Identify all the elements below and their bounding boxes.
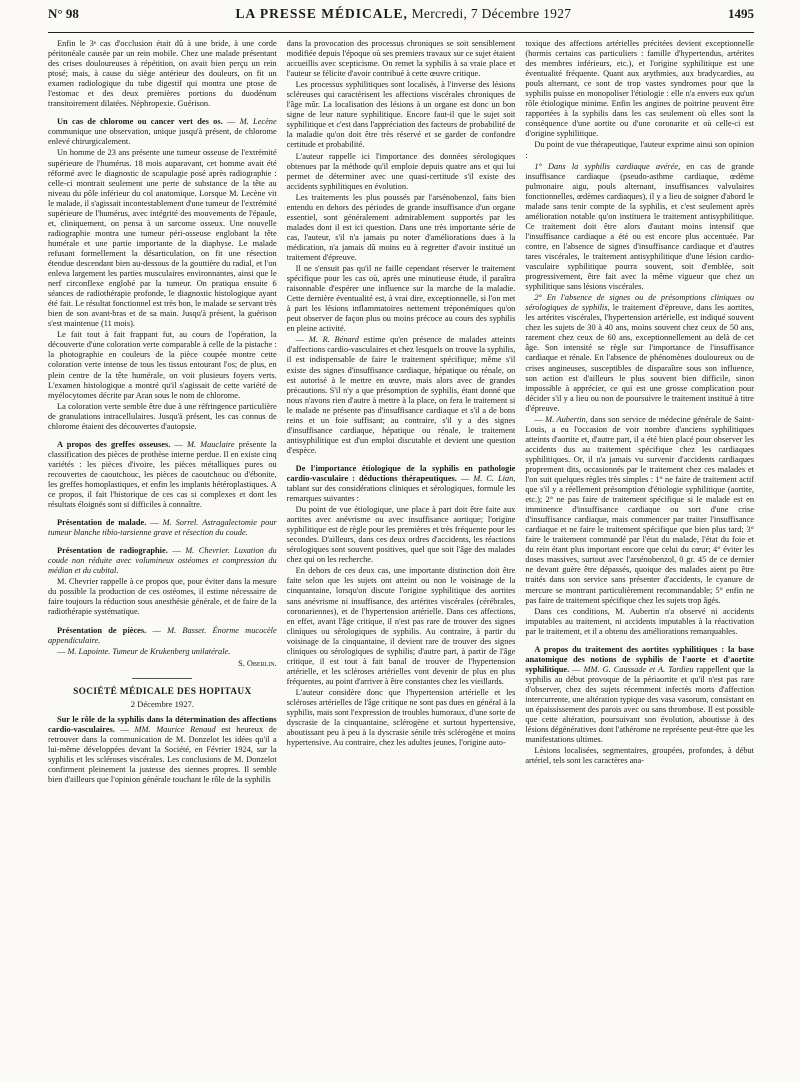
report-title: Sur le rôle de la syphilis dans la détermination des affections cardio-vasculaires. bbox=[48, 714, 277, 734]
paragraph: Du point de vue étiologique, une place à part doit être faite aux aortites avec anévrisme ou avec insuffisance aortique; l'origine syphilitique est de règle pour les premières et très fréquente pour les secondes. D'ailleurs, dans ces deux ordres d'accidents, les réactions sérologiques sont souvent positives, quel que soit l'âge des malades chez qui on les recherche. bbox=[286, 505, 516, 565]
society-heading: SOCIÉTÉ MÉDICALE DES HOPITAUX bbox=[73, 686, 252, 697]
paragraph: toxique des affections artérielles précitées devient exceptionnelle (hormis certains cas particuliers : famille d'hypertendus, artérites des membres inférieurs, etc.), et l'origine syphilitique est une éventualité fréquente. Quant aux arythmies, aux bradycardies, au pouls alternant, ce sont de trop vastes syndromes pour que la syphilis puisse en monopoliser l'étiologie : elle n'a envers eux qu'un rôle étiologique minime. Enfin les angines de poitrine peuvent être rapportées à la syphilis dans les cas seulement où elles sont la conséquence d'une aortite ou d'une coronarite et où celle-ci est d'origine syphilitique. bbox=[525, 39, 755, 139]
paragraph: L'auteur considère donc que l'hypertension artérielle et les scléroses artérielles de l'âge critique ne sont pas dues en général à la syphilis, mais sont l'expression de troubles humoraux, d'une sorte de dyscrasie de la cinquantaine, sclérogène et surtout hypertensive, aboutissant peu à peu à la dyscrasie sénile très sclérogène et moins hypertensive. Au contraire, chez les adultes jeunes, l'origine auto- bbox=[286, 687, 516, 748]
report-body: estime qu'en présence de malades atteints d'affections cardio-vasculaires et chez lesquels on trouve la syphilis, il est indispensable de faire le traitement spécifique; même s'il existe des signes d'insuffisance cardiaque, hépatique ou rénale, on est autorisé à le mettre en œuvre, mais alors avec de grandes précautions. S'il n'y a que présomption de syphilis, étant donné que nous n'avons rien d'autre à mettre à la place, on fera le traitement si le malade ne présente pas d'insuffisance cardiaque et s'il a de bons reins et un foie suffisant; au contraire, s'il y a des signes d'insuffisance cardiaque, hépatique ou rénale, le traitement antisyphilitique est d'un emploi discutable et devient une question d'espèce. bbox=[286, 335, 516, 455]
report-body: Astragalectomie pour tumeur blanche tibio-tarsienne grave et résection du coude. bbox=[48, 518, 277, 538]
session-date: 2 Décembre 1927. bbox=[130, 698, 194, 709]
folio: 1495 bbox=[727, 6, 754, 21]
report: Présentation de radiographie. — M. Chevrier. Luxation du coude non réduite avec volumineux ostéomes et compression du médian et du cubital. bbox=[48, 546, 277, 576]
paragraph bbox=[525, 162, 754, 293]
report-title: Un cas de chlorome ou cancer vert des os. bbox=[57, 117, 223, 127]
paragraph: L'auteur rappelle ici l'importance des données sérologiques obtenues par la méthode qu'il emploie depuis quatre ans et qui lui permet de déterminer avec une quasi-certitude s'il existe des accidents syphilitiques en évolution. bbox=[286, 151, 516, 191]
report-body: Énorme mucocèle appendiculaire. bbox=[48, 625, 277, 645]
report-title: Présentation de pièces. bbox=[57, 625, 147, 635]
report-lead: tablant sur des considérations cliniques et sérologiques, formule les remarques suivantes : bbox=[286, 484, 516, 504]
report-author: MM. G. Caussade et A. Tardieu bbox=[583, 664, 694, 674]
paragraph: Les processus syphilitiques sont localisés, à l'inverse des lésions scléreuses qui caractérisent les affections viscérales chroniques de l'âge mûr. La localisation des lésions à un organe est donc un bon signe de leur nature syphilitique. Encore faut-il que le sujet soit syphilitique et c'est dans l'appréciation des facteurs de probabilité de la maladie qu'on doit être très réservé et se garder de confondre certitude et probabilité. bbox=[286, 80, 516, 150]
columns bbox=[48, 39, 754, 1069]
paragraph: dans la provocation des processus chroniques se soit sensiblement modifiée depuis l'époque où ses premiers travaux sur ce sujet étaient accueillis avec scepticisme. On remet la syphilis à sa vraie place et l'auteur se félicite d'avoir contribué à cette œuvre critique. bbox=[286, 39, 516, 79]
report-author: M. Chevrier. bbox=[185, 546, 230, 556]
report-title: Présentation de malade. bbox=[57, 518, 147, 528]
report-body: Luxation du coude non réduite avec volumineux ostéomes et compression du médian et du cubital. bbox=[48, 546, 277, 576]
report-author: M. Mauclaire bbox=[186, 439, 235, 449]
report: Un cas de chlorome ou cancer vert des os. — M. Lecène communique une observation, unique jusqu'à présent, de chlorome enlevé chirurgicalement. bbox=[48, 117, 277, 147]
report-body: Tumeur de Krukenberg unilatérale. bbox=[112, 646, 231, 656]
report-body: présente la classification des pièces de prothèse interne perdue. Il en existe cinq variétés : les pièces d'ivoire, les pièces métalliques pures ou recouvertes de caoutchouc, les pièces de caoutchouc ou d'ébonite, les greffes homoplastiques, et enfin les implants hétéroplastiques. A ce propos, il fait l'historique de ces cas si complexes et dont les résultats éloignés sont si difficiles à connaître. bbox=[48, 439, 277, 510]
signature: S. Oberlin. bbox=[238, 658, 277, 668]
report-body: est heureux de retrouver dans la communication de M. Donzelot les idées qu'il a lui-même développées devant la Société, en Février 1924, sur la syphilis et les scléroses viscérales. Les conclusions de M. Donzelot confirment pleinement la justesse des siennes propres. Il semble bien d'ailleurs que l'opinion générale touchant le rôle de la syphilis bbox=[48, 724, 277, 785]
report-author: M. Lapointe. bbox=[67, 646, 111, 656]
report-author: MM. Maurice Renaud bbox=[134, 724, 216, 734]
report: — M. R. Bénard estime qu'en présence de malades atteints d'affections cardio-vasculaires et chez lesquels on trouve la syphilis, il est indispensable de faire le traitement spécifique; même s'il existe des signes d'insuffisance cardiaque, hépatique ou rénale, on est autorisé à le mettre en œuvre, mais alors avec de grandes précautions. S'il n'y a que présomption de syphilis, étant donné que nous n'avons rien d'autre à mettre à la place, on fera le traitement si le malade ne présente pas d'insuffisance cardiaque et s'il a de bons reins et un foie suffisant; au contraire, s'il y a des signes d'insuffisance cardiaque, hépatique ou rénale, le traitement antisyphilitique est d'un emploi discutable et devient une question d'espèce. bbox=[286, 335, 516, 455]
report-title: A propos des greffes osseuses. bbox=[57, 439, 171, 449]
column-2 bbox=[287, 39, 516, 1069]
report: — M. Aubertin, dans son service de médecine générale de Saint-Louis, a eu l'occasion de voir nombre d'anciens syphilitiques atteints d'aortite et, d'autre part, il a été bien placé pour observer les accidents dus au traitement spécifique chez les cardiaques syphilitiques. Or, il n'a jamais vu survenir d'accidents cardiaques proprement dits, occasionnés par le traitement chez ces malades et l'on suit quelques règles très simples : 1° ne faire de traitement actif que s'il y a réellement présomption d'étiologie syphilitique (aortite, etc.); 2° ne pas faire de traitement spécifique si le malade est en imminence d'insuffisance cardiaque ou sort d'une crise d'insuffisance cardiaque, mais commencer par traiter l'insuffisance cardiaque et ne faire le traitement spécifique que bien plus tard; 3° faire le traitement commandé par l'état du malade, l'état du foie et du rein étant plus important encore que celui du cœur; 4° éviter les doses massives, surtout avec l'arsénobenzol, 0 gr. 45 de ce dernier ne devant guère être dépassés, quoique des malades aient pu être traités dans son service sans présenter d'accidents, le cyanure de mercure se montrant particulièrement recommandable; 5° enfin ne pas faire de traitement spécifique chez les sujets trop âgés. bbox=[525, 414, 755, 605]
paragraph-body: en cas de grande insuffisance cardiaque (pseudo-asthme cardiaque, œdème pulmonaire aigu, pouls alternant, insuffisances valvulaires fonctionnelles, œdèmes cardiaques), il y a lieu de soigner d'abord le malade sans tenir compte de la syphilis, et c'est seulement après amélioration notable qu'on instituera le traitement antisyphilitique. Ce traitement doit être alors d'autant moins intensif que l'insuffisance cardiaque a été ou est encore plus accentuée. Par contre, en l'absence de signes d'insuffisance cardiaque et d'autres tares viscérales, le traitement antisyphilitique d'une lésion cardio-vasculaire syphilitique pourra souvent, soit d'emblée, soit progressivement, être fait avec la même vigueur que chez un syphilitique sans lésions viscérales. bbox=[525, 161, 755, 292]
paragraph: Il ne s'ensuit pas qu'il ne faille cependant réserver le traitement spécifique pour les cas où, après une minutieuse étude, il paraîtra raisonnable d'espérer une influence sur la marche de la maladie. Cette dernière éventualité est, à vrai dire, exceptionnelle, si l'on met à part les lésions inflammatoires nettement tréponémiques qu'on peut observer de façon plus ou moins précoce au cours des syphilis en pleine activité. bbox=[286, 264, 516, 334]
report-author: M. Lecène bbox=[239, 117, 277, 127]
paragraph-lead: 1° Dans la syphilis cardiaque avérée, bbox=[534, 161, 681, 171]
paragraph: Un homme de 23 ans présente une tumeur osseuse de l'extrémité supérieure de l'humérus. 18 mois auparavant, cet homme avait été réformé avec le diagnostic de scapulagie posé après radiographie : celle-ci montrait seulement une perte de substance de la tête au niveau du pôle inférieur du col anatomique. Lorsque M. Lecène vit le malade, il s'agissait incontestablement d'une tumeur de l'extrémité supérieure de l'humérus, avec intégrité des mouvements de l'épaule, et, cliniquement, on pensa à un sarcome osseux. Une nouvelle radiographie montra une tumeur péri-osseuse englobant la tête humérale et une partie importante de la diaphyse. Le malade refusant formellement la désarticulation, on fit une résection étendue descendant bien au-dessous de la gouttière du radial, et l'on enleva largement les parties musculaires environnantes, ainsi que le nerf circonflexe englobé par la tumeur. On pratiqua ensuite 6 séances de radiothérapie profonde, le diagnostic histologique ayant été fait. Le résultat fonctionnel est très bon, le malade se servant très bien de son avant-bras et de sa main. Jusqu'à présent, la guérison s'est maintenue (11 mois). bbox=[48, 148, 277, 329]
paragraph: En dehors de ces deux cas, une importante distinction doit être faite selon que les sujets ont atteint ou non le voisinage de la cinquantaine, lorsqu'on discute l'origine syphilitique des aortites sans anévrisme ni insuffisance, des artérites viscérales (cérébrales, coronariennes), et de l'hypertension artérielle. Dans ces affections, en effet, avant l'âge critique, il n'est pas rare de trouver des signes cliniques ou sérologiques de syphilis. Au contraire, à partir du voisinage de la cinquantaine, il devient rare de trouver des signes cliniques ou sérologiques de syphilis; d'autre part, à partir de l'âge critique, il est tout à fait banal de trouver de l'hypertension artérielle, et les scléroses artérielles vont devenir de plus en plus fréquentes, au point d'arriver à être constantes chez les vieillards. bbox=[286, 566, 516, 686]
report: A propos du traitement des aortites syphilitiques : la base anatomique des notions de syphilis de l'aorte et d'aortite syphilitique. — MM. G. Caussade et A. Tardieu rappellent que la syphilis au début provoque de la périaortite et qu'il n'est pas rare d'observer, chez des sujets récemment infectés morts d'affection intercurrente, une altération typique des vasa vasorum, consistant en un épaississement des parois avec ou sans thrombose. Il est possible que cette altération, poursuivant son évolution, aboutisse à des lésions dégénératives dont l'athérome ne représente peut-être que les manifestations ultimes. bbox=[525, 644, 755, 745]
report: De l'importance étiologique de la syphilis en pathologie cardio-vasculaire : déductions thérapeutiques. — M. C. Lian, tablant sur des considérations cliniques et sérologiques, formule les remarques suivantes : bbox=[286, 463, 516, 504]
paragraph: M. Chevrier rappelle à ce propos que, pour éviter dans la mesure du possible la production de ces ostéomes, il estime nécessaire de faire toujours la réduction sous anesthésie générale, et de faire de la radiothérapie systématique. bbox=[48, 577, 277, 617]
report-author: M. Aubertin, bbox=[545, 414, 588, 424]
column-3 bbox=[525, 39, 754, 1069]
report-lead: communique une observation, unique jusqu'à présent, de chlorome enlevé chirurgicalement. bbox=[48, 127, 277, 147]
report: — M. Lapointe. Tumeur de Krukenberg unilatérale. bbox=[57, 646, 231, 656]
paragraph: Dans ces conditions, M. Aubertin n'a observé ni accidents imputables au traitement, ni accidents imputables à la réactivation par le traitement, et il a obtenu des améliorations remarquables. bbox=[525, 606, 755, 636]
page-header bbox=[48, 6, 754, 33]
report-title: De l'importance étiologique de la syphilis en pathologie cardio-vasculaire : déductions thérapeutiques. bbox=[286, 463, 516, 483]
paragraph: Du point de vue thérapeutique, l'auteur exprime ainsi son opinion : bbox=[525, 140, 755, 160]
report-title: Présentation de radiographie. bbox=[57, 546, 168, 556]
paragraph-lead: 2° En l'absence de signes ou de présomptions cliniques ou sérologiques de syphilis, bbox=[525, 293, 755, 313]
journal-title: LA PRESSE MÉDICALE, bbox=[235, 6, 408, 21]
report-author: M. Sorrel. bbox=[162, 518, 199, 528]
report: Sur le rôle de la syphilis dans la détermination des affections cardio-vasculaires. — MM. Maurice Renaud est heureux de retrouver dans la communication de M. Donzelot les idées qu'il a lui-même développées devant la Société, en Février 1924, sur la syphilis et les scléroses viscérales. Les conclusions de M. Donzelot confirment pleinement la justesse des siennes propres. Il semble bien d'ailleurs que l'opinion générale touchant le rôle de la syphilis bbox=[48, 714, 277, 785]
paragraph: Lésions localisées, segmentaires, groupées, profondes, à début artériel, tels sont les caractères ana- bbox=[525, 746, 755, 766]
divider bbox=[132, 678, 192, 679]
paragraph: Le fait tout à fait frappant fut, au cours de l'opération, la découverte d'une coloration verte comparable à celle de la pistache : la photographie en couleurs de la pièce coupée montre cette coloration verte intense de tous les tissus entourant l'os; de plus, en plein centre de la tête humérale, on voit plusieurs foyers verts. L'examen histologique a montré qu'il s'agissait de cette variété de myélocytomes décrite par Aran sous le nom de chlorome. bbox=[48, 330, 277, 400]
paragraph: Les traitements les plus poussés par l'arsénobenzol, faits bien entendu en dehors des périodes de grande insuffisance d'un organe essentiel, sont généralement admirablement supportés par les malades dont il est ici question. Dans une très importante série de cas, l'auteur, s'il n'a jamais pu noter d'améliorations dues à la médication, n'a jamais dû moins eu à regretter d'avoir institué un traitement d'épreuve. bbox=[286, 192, 516, 262]
report-author: M. Basset. bbox=[167, 625, 207, 635]
report-author: M. C. Lian, bbox=[473, 473, 516, 483]
paragraph bbox=[525, 293, 754, 414]
report-body: rappellent que la syphilis au début provoque de la périaortite et qu'il n'est pas rare d'observer, chez des sujets récemment infectés morts d'affection intercurrente, une altération typique des vasa vasorum, consistant en un épaississement des parois avec ou sans thrombose. Il est possible que cette altération, poursuivant son évolution, aboutisse à des lésions dégénératives dont l'athérome ne représente peut-être que les manifestations ultimes. bbox=[525, 664, 755, 745]
paragraph: Enfin le 3ᵉ cas d'occlusion était dû à une bride, à une corde péritonéale causée par un rein mobile. Chez une malade présentant des crises douloureuses à répétition, on avait bien perçu un rein ptosé; mais, à cause du siège antérieur des douleurs, on fit un examen radiologique du tube digestif qui montra une ptose de l'estomac et des deux premières portions du duodénum transitoirement dilatées. Néphropexie. Guérison. bbox=[48, 39, 277, 109]
paragraph: La coloration verte semble être due à une réfringence particulière de granulations intracellulaires. Jusqu'à présent, les cas connus de chlorome étaient des découvertes d'autopsie. bbox=[48, 401, 277, 431]
masthead bbox=[236, 6, 572, 22]
paragraph-body: le traitement d'épreuve, dans les aortites, les artérites viscérales, l'hypertension artérielle, est indiqué souvent chez les sujets de 30 à 40 ans, moins souvent chez ceux de 50 ans, rarement chez ceux de 60 ans, exceptionnellement au delà de cet âge. Son intensité se règle sur l'importance de l'insuffisance cardiaque et rénale. En l'absence de phénomènes douloureux ou de crises angineuses, susceptibles de disparaître sous son influence, son action est d'ailleurs le plus souvent bien difficile, sinon impossible à apprécier, ce qui est une grosse complication pour décider s'il y a lieu ou non de poursuivre le traitement institué à titre d'épreuve. bbox=[525, 303, 755, 413]
report: Présentation de malade. — M. Sorrel. Astragalectomie pour tumeur blanche tibio-tarsienne grave et résection du coude. bbox=[48, 518, 277, 538]
report-title: A propos du traitement des aortites syphilitiques : la base anatomique des notions de syphilis de l'aorte et d'aortite syphilitique. bbox=[525, 644, 755, 674]
issue-date: Mercredi, 7 Décembre 1927 bbox=[411, 6, 572, 21]
column-1 bbox=[48, 39, 277, 1069]
report-author: M. R. Bénard bbox=[308, 335, 359, 345]
page-number: N° 98 bbox=[48, 6, 79, 21]
report: A propos des greffes osseuses. — M. Mauclaire présente la classification des pièces de prothèse interne perdue. Il en existe cinq variétés : les pièces d'ivoire, les pièces métalliques pures ou recouvertes de caoutchouc, les pièces de caoutchouc ou d'ébonite, les greffes homoplastiques, et enfin les implants hétéroplastiques. A ce propos, il fait l'historique de ces cas si complexes et dont les résultats éloignés sont si difficiles à connaître. bbox=[48, 439, 277, 510]
report-body: dans son service de médecine générale de Saint-Louis, a eu l'occasion de voir nombre d'anciens syphilitiques atteints d'aortite et, d'autre part, il a été bien placé pour observer les accidents dus au traitement spécifique chez les cardiaques syphilitiques. Or, il n'a jamais vu survenir d'accidents cardiaques proprement dits, occasionnés par le traitement chez ces malades et l'on suit quelques règles très simples : 1° ne faire de traitement actif que s'il y a réellement présomption d'étiologie syphilitique (aortite, etc.); 2° ne pas faire de traitement spécifique si le malade est en imminence d'insuffisance cardiaque ou sort d'une crise d'insuffisance cardiaque, mais commencer par traiter l'insuffisance cardiaque et ne faire le traitement spécifique que bien plus tard; 3° faire le traitement commandé par l'état du malade, l'état du foie et du rein étant plus important encore que celui du cœur; 4° éviter les doses massives, surtout avec l'arsénobenzol, 0 gr. 45 de ce dernier ne devant guère être dépassés, quoique des malades aient pu être traités dans son service sans présenter d'accidents, le cyanure de mercure se montrant particulièrement recommandable; 5° enfin ne pas faire de traitement spécifique chez les sujets trop âgés. bbox=[525, 414, 755, 605]
report: Présentation de pièces. — M. Basset. Énorme mucocèle appendiculaire. bbox=[48, 625, 277, 645]
